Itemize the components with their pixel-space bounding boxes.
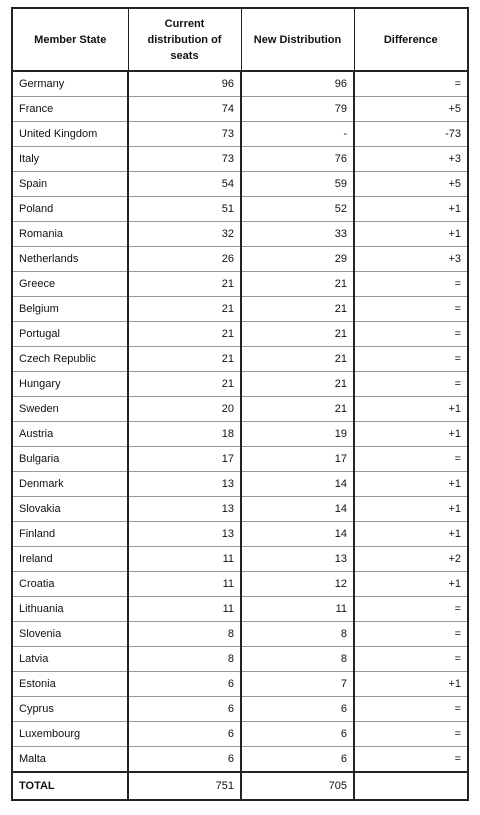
difference-cell: +2 (354, 547, 468, 572)
table-row (12, 297, 468, 322)
member-state-cell: Poland (12, 197, 128, 222)
new-seats-cell: 7 (241, 672, 354, 697)
new-seats-cell: 21 (241, 347, 354, 372)
member-state-cell: Luxembourg (12, 722, 128, 747)
current-seats-cell: 17 (128, 447, 241, 472)
total-difference (354, 772, 468, 800)
member-state-cell: Hungary (12, 372, 128, 397)
member-state-cell: Belgium (12, 297, 128, 322)
difference-cell: +1 (354, 397, 468, 422)
difference-cell: = (354, 647, 468, 672)
table-row (12, 272, 468, 297)
table-row (12, 447, 468, 472)
difference-cell: = (354, 747, 468, 773)
current-seats-cell: 32 (128, 222, 241, 247)
table-row (12, 672, 468, 697)
member-state-cell: Greece (12, 272, 128, 297)
new-seats-cell: - (241, 122, 354, 147)
difference-cell: = (354, 697, 468, 722)
table-row (12, 197, 468, 222)
current-seats-cell: 11 (128, 547, 241, 572)
new-seats-cell: 8 (241, 647, 354, 672)
member-state-cell: Portugal (12, 322, 128, 347)
difference-cell: +3 (354, 247, 468, 272)
seat-distribution-table-container (11, 7, 469, 801)
table-row (12, 147, 468, 172)
member-state-cell: Malta (12, 747, 128, 773)
member-state-cell: Latvia (12, 647, 128, 672)
seat-distribution-table (11, 7, 469, 801)
current-seats-cell: 51 (128, 197, 241, 222)
difference-cell: = (354, 297, 468, 322)
member-state-cell: Croatia (12, 572, 128, 597)
table-row (12, 647, 468, 672)
difference-cell: = (354, 372, 468, 397)
new-seats-cell: 8 (241, 622, 354, 647)
current-seats-cell: 74 (128, 97, 241, 122)
new-seats-cell: 14 (241, 472, 354, 497)
member-state-cell: Lithuania (12, 597, 128, 622)
current-seats-cell: 21 (128, 322, 241, 347)
new-seats-cell: 6 (241, 722, 354, 747)
new-seats-cell: 52 (241, 197, 354, 222)
new-seats-cell: 76 (241, 147, 354, 172)
table-row (12, 397, 468, 422)
difference-cell: = (354, 347, 468, 372)
member-state-cell: United Kingdom (12, 122, 128, 147)
new-seats-cell: 79 (241, 97, 354, 122)
table-row (12, 597, 468, 622)
member-state-cell: Ireland (12, 547, 128, 572)
current-seats-cell: 13 (128, 472, 241, 497)
member-state-cell: Czech Republic (12, 347, 128, 372)
new-seats-cell: 21 (241, 297, 354, 322)
current-seats-cell: 54 (128, 172, 241, 197)
difference-cell: -73 (354, 122, 468, 147)
member-state-cell: Spain (12, 172, 128, 197)
difference-cell: +1 (354, 422, 468, 447)
table-row (12, 71, 468, 97)
new-seats-cell: 21 (241, 372, 354, 397)
new-seats-cell: 29 (241, 247, 354, 272)
member-state-cell: Germany (12, 71, 128, 97)
new-seats-cell: 14 (241, 497, 354, 522)
header-member-state: Member State (12, 8, 128, 71)
new-seats-cell: 13 (241, 547, 354, 572)
current-seats-cell: 21 (128, 372, 241, 397)
new-seats-cell: 17 (241, 447, 354, 472)
member-state-cell: Estonia (12, 672, 128, 697)
member-state-cell: Sweden (12, 397, 128, 422)
table-row (12, 247, 468, 272)
current-seats-cell: 21 (128, 272, 241, 297)
header-difference: Difference (354, 8, 468, 71)
member-state-cell: Finland (12, 522, 128, 547)
difference-cell: = (354, 722, 468, 747)
new-seats-cell: 12 (241, 572, 354, 597)
member-state-cell: Netherlands (12, 247, 128, 272)
current-seats-cell: 8 (128, 647, 241, 672)
new-seats-cell: 19 (241, 422, 354, 447)
table-row (12, 722, 468, 747)
current-seats-cell: 6 (128, 672, 241, 697)
current-seats-cell: 73 (128, 147, 241, 172)
table-row (12, 322, 468, 347)
table-row (12, 522, 468, 547)
difference-cell: = (354, 322, 468, 347)
current-seats-cell: 73 (128, 122, 241, 147)
table-body (12, 71, 468, 772)
member-state-cell: Cyprus (12, 697, 128, 722)
difference-cell: +1 (354, 197, 468, 222)
table-row (12, 172, 468, 197)
total-new: 705 (241, 772, 354, 800)
current-seats-cell: 20 (128, 397, 241, 422)
table-row (12, 547, 468, 572)
difference-cell: +1 (354, 522, 468, 547)
current-seats-cell: 6 (128, 747, 241, 773)
new-seats-cell: 6 (241, 697, 354, 722)
current-seats-cell: 8 (128, 622, 241, 647)
current-seats-cell: 21 (128, 297, 241, 322)
table-row (12, 222, 468, 247)
difference-cell: = (354, 447, 468, 472)
current-seats-cell: 6 (128, 697, 241, 722)
total-row (12, 772, 468, 800)
new-seats-cell: 33 (241, 222, 354, 247)
table-row (12, 422, 468, 447)
total-current: 751 (128, 772, 241, 800)
table-row (12, 747, 468, 773)
difference-cell: +3 (354, 147, 468, 172)
current-seats-cell: 11 (128, 572, 241, 597)
table-row (12, 697, 468, 722)
current-seats-cell: 21 (128, 347, 241, 372)
new-seats-cell: 21 (241, 272, 354, 297)
difference-cell: +1 (354, 497, 468, 522)
table-row (12, 497, 468, 522)
member-state-cell: Denmark (12, 472, 128, 497)
member-state-cell: Italy (12, 147, 128, 172)
table-row (12, 472, 468, 497)
table-row (12, 622, 468, 647)
member-state-cell: France (12, 97, 128, 122)
table-row (12, 347, 468, 372)
current-seats-cell: 6 (128, 722, 241, 747)
new-seats-cell: 6 (241, 747, 354, 773)
current-seats-cell: 26 (128, 247, 241, 272)
difference-cell: = (354, 622, 468, 647)
difference-cell: +1 (354, 672, 468, 697)
difference-cell: = (354, 597, 468, 622)
current-seats-cell: 13 (128, 522, 241, 547)
table-row (12, 372, 468, 397)
header-new-distribution: New Distribution (241, 8, 354, 71)
new-seats-cell: 21 (241, 322, 354, 347)
table-row (12, 122, 468, 147)
header-current-distribution: Current distribution of seats (128, 8, 241, 71)
total-label: TOTAL (12, 772, 128, 800)
difference-cell: +5 (354, 172, 468, 197)
current-seats-cell: 13 (128, 497, 241, 522)
current-seats-cell: 11 (128, 597, 241, 622)
difference-cell: +5 (354, 97, 468, 122)
difference-cell: +1 (354, 572, 468, 597)
difference-cell: +1 (354, 472, 468, 497)
table-row (12, 572, 468, 597)
member-state-cell: Slovenia (12, 622, 128, 647)
current-seats-cell: 18 (128, 422, 241, 447)
member-state-cell: Bulgaria (12, 447, 128, 472)
table-row (12, 97, 468, 122)
member-state-cell: Slovakia (12, 497, 128, 522)
difference-cell: +1 (354, 222, 468, 247)
difference-cell: = (354, 71, 468, 97)
new-seats-cell: 21 (241, 397, 354, 422)
member-state-cell: Austria (12, 422, 128, 447)
new-seats-cell: 59 (241, 172, 354, 197)
new-seats-cell: 11 (241, 597, 354, 622)
member-state-cell: Romania (12, 222, 128, 247)
new-seats-cell: 14 (241, 522, 354, 547)
current-seats-cell: 96 (128, 71, 241, 97)
new-seats-cell: 96 (241, 71, 354, 97)
difference-cell: = (354, 272, 468, 297)
table-header-row (12, 8, 468, 71)
